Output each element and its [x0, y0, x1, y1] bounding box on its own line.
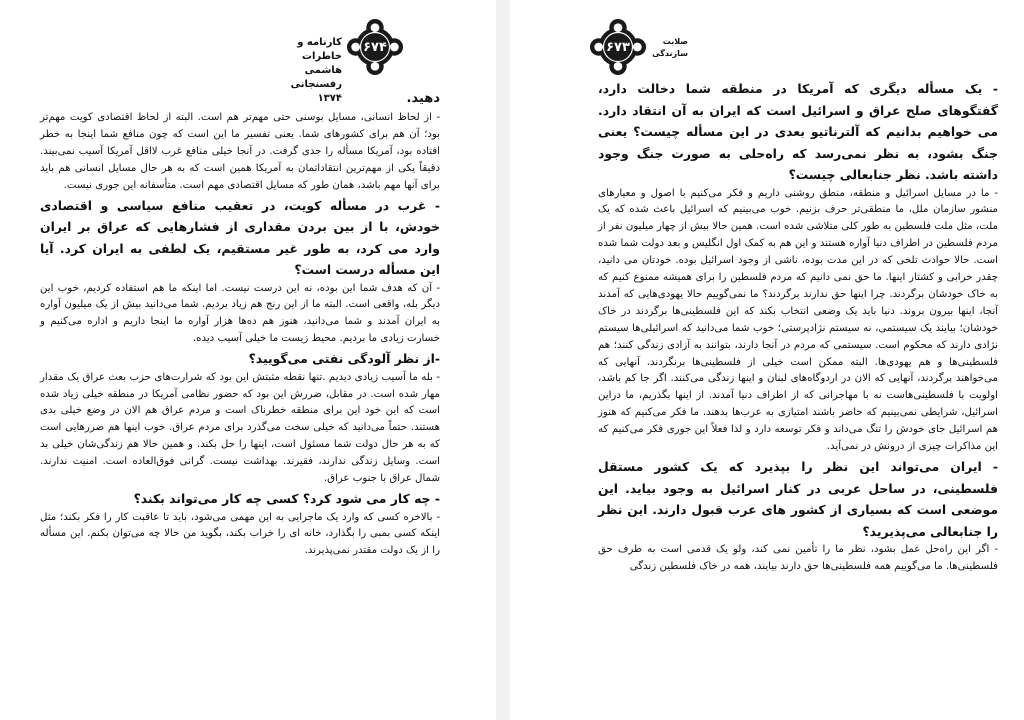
header-line: هاشمی رفسنجانی ۱۳۷۴	[290, 65, 342, 104]
body-text	[40, 88, 440, 560]
body-text	[598, 78, 998, 576]
answer-paragraph: - آن که هدف شما این بوده، نه این درست نیست. اما اینکه ما هم استفاده کردیم، خوب این دیگر بله، واقعی است. البته ما از این رنج هم زیاد بردیم. شما می‌دانید بیش از یک میلیون آواره به ایران آمدند و شما می‌دانید، هنوز هم ده‌ها هزار آواره ما اینجا داریم و اداره می‌کنیم و خسارت زیادی ما بردیم. محیط زیست ما خیلی آسیب دیده.	[40, 282, 440, 345]
answer-paragraph: - بله ما آسیب زیادی دیدیم .تنها نقطه مثبتش این بود که شرارت‌های حزب بعث عراق یک مقدار مهار شده است. در مقابل، ضررش این بود که حضور نظامی آمریکا در منطقه خیلی زیاد شده است که این خود این برای منطقه خطرناک است و مردم عراق هم الان در وضع خیلی بدی هستند. حتماً می‌دانید که خیلی سخت می‌گذرد برای مردم عراق. خوب اینها هم ضررهایی است که به هر حال دولت شما مسئول است، اینها را حل بکند. و همین حالا هم زندگی‌شان خیلی بد است. وسایل زندگی ندارند، فقیرند. بهداشت نیست. گرانی فوق‌العاده است. امنیت ندارند. شمال عراق با جنوب عراق.	[40, 371, 440, 485]
answer-paragraph: - ما در مسایل اسرائیل و منطقه، منطق روشنی داریم و فکر می‌کنیم با اصول و معیارهای منشور سازمان ملل، ما منطقی‌تر حرف بزنیم. خوب می‌بینیم که اسرائیل باعث شده که یک ملت، مثل ملت فلسطین به طور کلی متلاشی شده است. همین حالا بیش از چهار میلیون نفر از مردم فلسطین در اطراف دنیا آواره هستند و این هم به کمک اول انگلیس و بعد دولت شما شده است. حالا حوادث تلخی که در این مدت بوده، ناشی از وجود اسرائیل بوده. خودتان می دانید، چقدر خرابی و کشتار اینها. ما حق نمی دانیم که مردم فلسطین را برای همیشه ممنوع کنیم که به خاک خودشان برگردند. چرا اینها حق ندارند برگردند؟ ما نمی‌گوییم حالا یهودی‌هایی که آمدند آنجا، اینها بیرون بروند. دنیا باید یک وضعی انتخاب بکند که این فلسطینی‌ها برگردند در خاک خودشان؛ بیایند یک سیستمی، نه سیستم نژادپرستی؛ خوب شما می‌دانید که اسرائیلی‌ها سیستم نژادی دارند که محکوم است. سیستمی که مردم در آنجا دارند، بتوانند به آزادی زندگی کنند؛ هم فلسطینی‌ها و هم یهودی‌ها. البته ممکن است خیلی از فلسطینی‌ها برنگردند. آنهایی که می‌خواهند برگردند، آنهایی که الان در اردوگاه‌های لبنان و اینها زندگی می‌کنند. اگر جا کم باشد، اولویت با فلسطینی‌هاست نه با مهاجرانی که از اطراف دنیا آمدند. از اینها بگذریم، ما دراین اسرائیل، شرایطی نمی‌بینیم که حاضر باشند امتیازی به عرب‌ها بدهند. ما فکر می‌کنیم که هنوز هم اسرائیل جای خودش را تنگ می‌داند و فکر توسعه دارد و لذا فعلاً این جوری فکر می‌کنیم که این مذاکرات چیزی از درونش در نمی‌آید.	[598, 187, 998, 453]
header-line: صلابت	[662, 37, 688, 46]
header-line: سازندگی	[652, 49, 688, 58]
page-number: ۶۷۴	[363, 40, 387, 55]
question-paragraph: - یک مسأله دیگری که آمریکا در منطقه شما دخالت دارد، گفتگوهای صلح عراق و اسرائیل است که ایران به آن انتقاد دارد. می خواهیم بدانیم که آلترناتیو بعدی در این مسأله چیست؟ یعنی جنگ بشود، به نظر نمی‌رسد که راه‌حلی به صورت جنگ وجود داشته باشد. نظر جنابعالی چیست؟	[598, 81, 998, 182]
right-page	[510, 0, 1024, 720]
page-gutter	[496, 0, 510, 720]
running-header	[648, 36, 688, 60]
question-paragraph: - ایران می‌تواند این نظر را بپذیرد که یک کشور مستقل فلسطینی، در ساحل عربی در کنار اسرائیل به وجود بیاید. این موضعی است که بسیاری از کشور های عرب قبول دارند. این نظر را جنابعالی می‌پذیرید؟	[598, 459, 998, 539]
answer-paragraph: - بالاخره کسی که وارد یک ماجرایی به این مهمی می‌شود، باید تا عاقبت کار را فکر بکند؛ مثل اینکه کسی بمبی را بگذارد، خانه ای را خراب بکند، بگوید من حالا چه می‌توان بکنم. این مسأله را از یک دولت مقتدر نمی‌پذیرند.	[40, 511, 440, 557]
answer-paragraph: - از لحاظ انسانی، مسایل بوسنی حتی مهم‌تر هم است. البته از لحاظ اقتصادی کویت مهم‌تر بود؛ آن هم برای کشورهای شما. یعنی تفسیر ما این است که چون منافع شما اینجا به خطر افتاده بود، آمریکا مسأله را جدی گرفت. در آنجا خیلی منافع غرب لااقل آمریکا آسیب نمی‌بیند. دقیقاً یکی از مهم‌ترین انتقاداتمان به آمریکا همین است که به هر حال مسایل انسانی هم باید برای آنها مهم باشد، همان طور که مسایل اقتصادی مهم است. متأسفانه این جوری نیست.	[40, 112, 440, 191]
question-paragraph: -از نظر آلودگی نفتی می‌گویید؟	[248, 351, 440, 367]
question-paragraph: - چه کار می شود کرد؟ کسی چه کار می‌تواند بکند؟	[133, 491, 440, 506]
paragraph: دهید.	[406, 91, 440, 106]
header-line: کارنامه و خاطرات	[297, 37, 342, 62]
question-paragraph: - غرب در مسأله کویت، در تعقیب منافع سیاسی و اقتصادی خودش، با از بین بردن مقداری از فشارهایی که عراق بر ایران وارد می کرد، به طور غیر مستقیم، یک لطفی به ایران کرد. آیا این مسأله درست است؟	[40, 197, 440, 278]
answer-paragraph: - اگر این راه‌حل عمل بشود، نظر ما را تأمین نمی کند، ولو یک قدمی است به طرف حق فلسطینی‌ها. ما می‌گوییم همه فلسطینی‌ها حق دارند بیایند، همه در خاک فلسطین زندگی	[598, 544, 998, 572]
left-page	[0, 0, 496, 720]
page-number: ۶۷۳	[606, 40, 630, 55]
